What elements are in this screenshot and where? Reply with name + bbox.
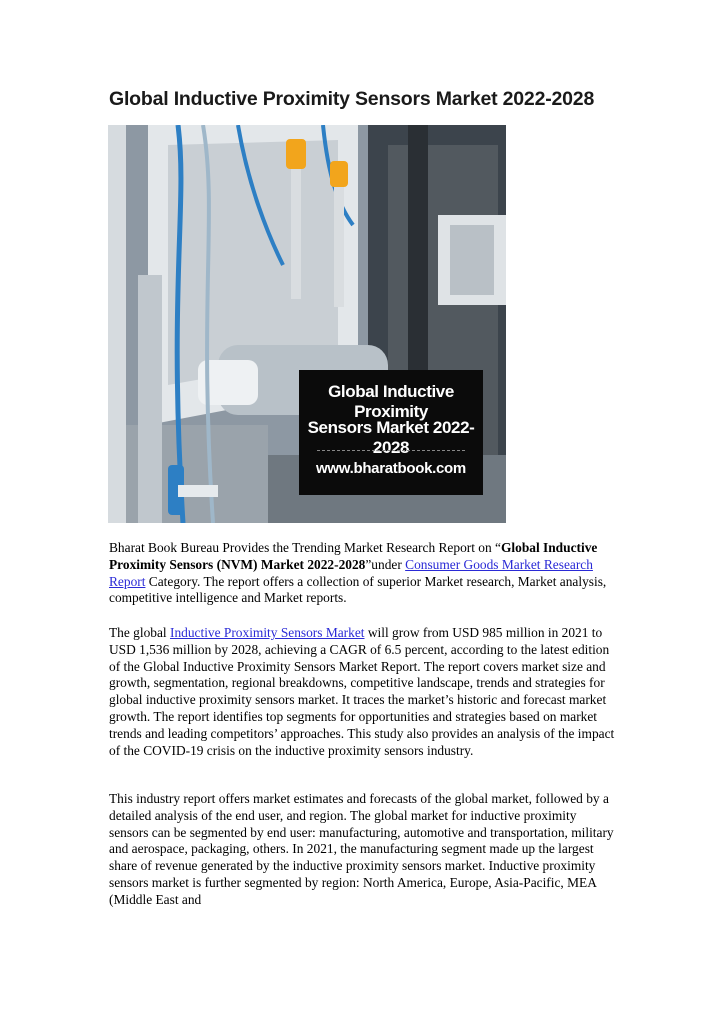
banner-divider (317, 450, 465, 451)
category-link[interactable]: Consumer Goods Market Research Report (109, 556, 593, 589)
market-text: The global (109, 625, 170, 640)
market-text-2: will grow from USD 985 million in 2021 to USD 1,536 million by 2028, achieving a CAGR of 6.5 percent, according to the latest edition of the Global Inductive Proximity Sensors Market Report. The report covers market size and growth, segmentation, regional breakdowns, competitive landscape, trends and strategies for global inductive proximity sensors market. It traces the market’s historic and forecast market growth. The report identifies top segments for opportunities and strategies based on market trends and leading competitors’ approaches. This study also provides an analysis of the impact of the COVID-19 crisis on the inductive proximity sensors industry. (109, 625, 615, 758)
report-name: Global Inductive Proximity Sensors (NVM) Market 2022-2028 (109, 540, 598, 572)
segmentation-paragraph: This industry report offers market estimates and forecasts of the global market, followed by a detailed analysis of the end user, and region. The global market for inductive proximity sensors can be segmented by end user: manufacturing, automotive and transportation, military and aerospace, packaging, others. In 2021, the manufacturing segment made up the largest share of revenue generated by the inductive proximity sensors market. Inductive proximity sensors market is further segmented by region: North America, Europe, Asia-Pacific, MEA (Middle East and (109, 791, 614, 907)
market-link[interactable]: Inductive Proximity Sensors Market (169, 625, 365, 640)
page-title: Global Inductive Proximity Sensors Market 2022-2028 (109, 88, 595, 110)
hero-image (108, 125, 506, 523)
intro-text-2: ”under (365, 556, 406, 572)
intro-paragraph (109, 540, 619, 607)
intro-text-3: Category. The report offers a collection of superior Market research, Market analysis, competitive intelligence and Market reports. (109, 573, 607, 606)
banner-title-line1: Global Inductive Proximity (328, 382, 454, 421)
banner-title-line2: Sensors Market 2022-2028 (307, 418, 475, 457)
banner-url: www.bharatbook.com (316, 460, 466, 477)
hero-banner (299, 370, 483, 495)
intro-text: Bharat Book Bureau Provides the Trending Market Research Report on “ (109, 540, 501, 555)
market-paragraph (109, 625, 619, 759)
